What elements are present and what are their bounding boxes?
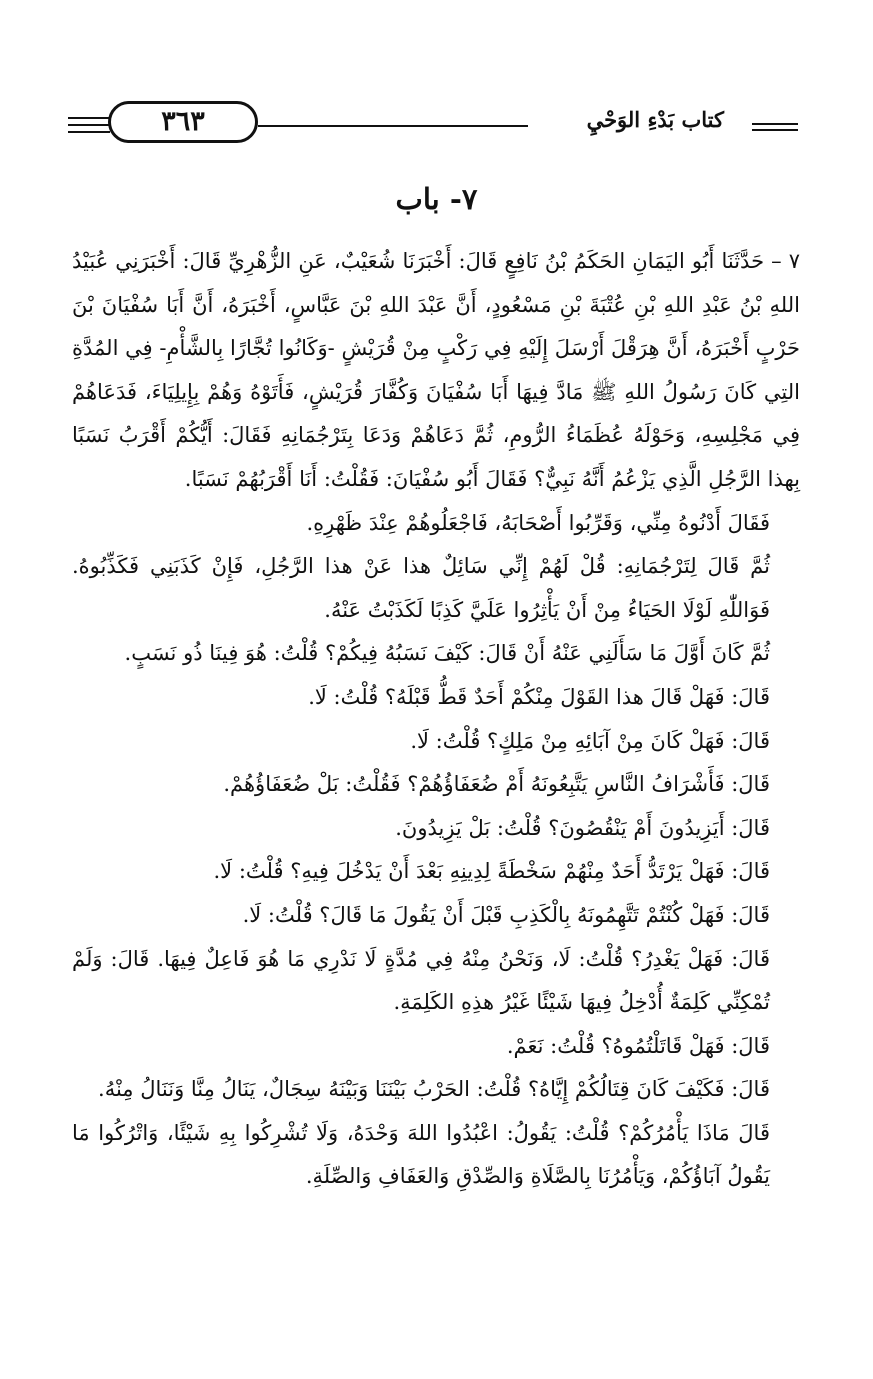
header-rule-left-3 (68, 131, 110, 133)
header-rule-right-2 (752, 129, 798, 131)
header-rule-right (752, 123, 798, 125)
hadith-text (72, 240, 800, 1199)
header-rule-left-2 (68, 124, 110, 126)
paragraph: ثُمَّ كَانَ أَوَّلَ مَا سَأَلَنِي عَنْهُ أَنْ قَالَ: كَيْفَ نَسَبُهُ فِيكُمْ؟ قُلْتُ: هُوَ فِينَا ذُو نَسَبٍ. (124, 641, 770, 666)
paragraph: قَالَ: فَكَيْفَ كَانَ قِتَالُكُمْ إِيَّاهُ؟ قُلْتُ: الحَرْبُ بَيْنَنَا وَبَيْنَهُ سِجَالٌ، يَنَالُ مِنَّا وَنَنَالُ مِنْهُ. (98, 1077, 770, 1102)
chapter-title: ٧- باب (395, 182, 478, 216)
paragraph: قَالَ: فَهَلْ كَانَ مِنْ آبَائِهِ مِنْ مَلِكٍ؟ قُلْتُ: لَا. (410, 728, 770, 753)
paragraph: قَالَ: أَيَزِيدُونَ أَمْ يَنْقُصُونَ؟ قُلْتُ: بَلْ يَزِيدُونَ. (395, 815, 770, 840)
page-number: ٣٦٣ (108, 101, 258, 143)
paragraph: قَالَ: فَهَلْ يَرْتَدُّ أَحَدٌ مِنْهُمْ سَخْطَةً لِدِينِهِ بَعْدَ أَنْ يَدْخُلَ فِيهِ؟ قُلْتُ: لَا. (213, 859, 770, 884)
paragraph: قَالَ مَاذَا يَأْمُرُكُمْ؟ قُلْتُ: يَقُولُ: اعْبُدُوا اللهَ وَحْدَهُ، وَلَا تُشْرِكُوا بِهِ شَيْئًا، وَاتْرُكُوا مَا يَقُولُ آبَاؤُكُمْ، وَيَأْمُرُنَا بِالصَّلَاةِ وَالصِّدْقِ وَالعَفَافِ وَالصِّلَةِ. (72, 1120, 770, 1189)
header-rule-left (68, 117, 110, 119)
page-header (68, 95, 798, 155)
paragraph: ثُمَّ قَالَ لِتَرْجُمَانِهِ: قُلْ لَهُمْ إِنِّي سَائِلٌ هذا عَنْ هذا الرَّجُلِ، فَإِنْ كَذَبَنِي فَكَذِّبُوهُ. فَوَاللّٰهِ لَوْلَا الحَيَاءُ مِنْ أَنْ يَأْثِرُوا عَلَيَّ كَذِبًا لَكَذَبْتُ عَنْهُ. (72, 554, 770, 622)
paragraph: ٧ – حَدَّثَنَا أَبُو اليَمَانِ الحَكَمُ بْنُ نَافِعٍ قَالَ: أَخْبَرَنَا شُعَيْبٌ، عَنِ الزُّهْرِيِّ قَالَ: أَخْبَرَنِي عُبَيْدُ اللهِ بْنُ عَبْدِ اللهِ بْنِ عُتْبَةَ بْنِ مَسْعُودٍ، أَنَّ عَبْدَ اللهِ بْنَ عَبَّاسٍ، أَخْبَرَهُ، أَنَّ أَبَا سُفْيَانَ بْنَ حَرْبٍ أَخْبَرَهُ، أَنَّ هِرَقْلَ أَرْسَلَ إِلَيْهِ فِي رَكْبٍ مِنْ قُرَيْشٍ -وَكَانُوا تُجَّارًا بِالشَّأْمِ- فِي المُدَّةِ التِي كَانَ رَسُولُ اللهِ ﷺ مَادَّ فِيهَا أَبَا سُفْيَانَ وَكُفَّارَ قُرَيْشٍ، فَأَتَوْهُ وَهُمْ بِإِيلِيَاءَ، فَدَعَاهُمْ فِي مَجْلِسِهِ، وَحَوْلَهُ عُظَمَاءُ الرُّومِ، ثُمَّ دَعَاهُمْ وَدَعَا بِتَرْجُمَانِهِ فَقَالَ: أَيُّكُمْ أَقْرَبُ نَسَبًا بِهذا الرَّجُلِ الَّذِي يَزْعُمُ أَنَّهُ نَبِيٌّ؟ فَقَالَ أَبُو سُفْيَانَ: فَقُلْتُ: أَنَا أَقْرَبُهُمْ نَسَبًا. (72, 249, 800, 491)
header-rule-middle (258, 125, 528, 127)
paragraph: قَالَ: فَهَلْ يَغْدِرُ؟ قُلْتُ: لَا، وَنَحْنُ مِنْهُ فِي مُدَّةٍ لَا نَدْرِي مَا هُوَ فَاعِلٌ فِيهَا. قَالَ: وَلَمْ تُمْكِنِّي كَلِمَةٌ أُدْخِلُ فِيهَا شَيْئًا غَيْرُ هذِهِ الكَلِمَةِ. (72, 946, 770, 1015)
paragraph: فَقَالَ أَدْنُوهُ مِنِّي، وَقَرِّبُوا أَصْحَابَهُ، فَاجْعَلُوهُمْ عِنْدَ ظَهْرِهِ. (306, 510, 770, 535)
paragraph: قَالَ: فَهَلْ قَالَ هذا القَوْلَ مِنْكُمْ أَحَدٌ قَطُّ قَبْلَهُ؟ قُلْتُ: لَا. (308, 684, 770, 709)
paragraph: قَالَ: فَهَلْ قَاتَلْتُمُوهُ؟ قُلْتُ: نَعَمْ. (506, 1033, 770, 1058)
paragraph: قَالَ: فَهَلْ كُنْتُمْ تَتَّهِمُونَهُ بِالْكَذِبِ قَبْلَ أَنْ يَقُولَ مَا قَالَ؟ قُلْتُ: لَا. (242, 902, 770, 927)
header-title: كتاب بَدْءِ الوَحْيِ (586, 107, 724, 132)
paragraph: قَالَ: فَأَشْرَافُ النَّاسِ يَتَّبِعُونَهُ أَمْ ضُعَفَاؤُهُمْ؟ فَقُلْتُ: بَلْ ضُعَفَاؤُهُمْ. (223, 772, 770, 797)
